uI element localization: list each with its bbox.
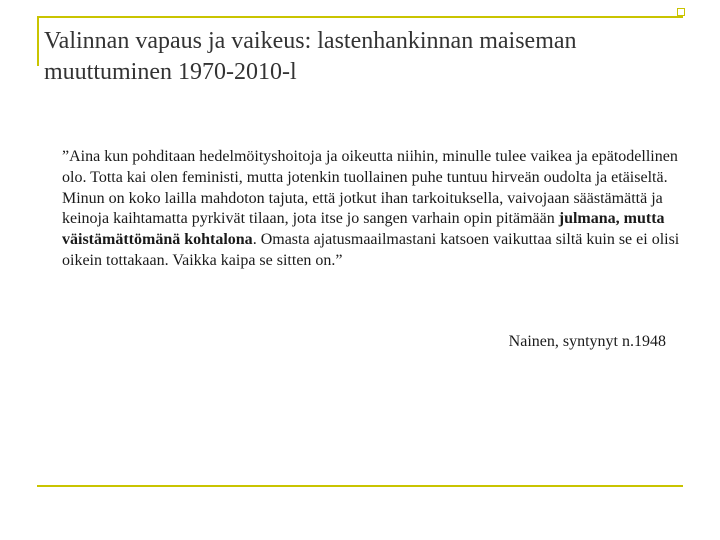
title-line-2: muuttuminen 1970-2010-l bbox=[44, 59, 297, 85]
bottom-rule bbox=[37, 485, 683, 487]
top-rule bbox=[37, 16, 683, 18]
quote-paragraph-1: ”Aina kun pohditaan hedelmöityshoitoja ja oikeutta niihin, minulle tulee vaikea ja epätodellinen olo. Totta kai olen feministi, mutta jotenkin tuollainen puhe tuntuu hirveän oudolta ja etäiseltä. bbox=[62, 148, 678, 186]
quote-paragraph-2 bbox=[62, 189, 682, 272]
attribution: Nainen, syntynyt n.1948 bbox=[508, 333, 666, 350]
quote-text-end: . Omasta ajatusmaailmastani katsoen vaikuttaa siltä kuin se ei olisi oikein tottakaan. Vaikka kaipa se sitten on.” bbox=[62, 231, 680, 269]
quote-emphasis: julmana, mutta väistämättömänä kohtalona bbox=[62, 210, 665, 249]
left-rule bbox=[37, 16, 39, 66]
quote-block bbox=[62, 147, 682, 272]
slide-title bbox=[44, 26, 674, 88]
title-line-1: Valinnan vapaus ja vaikeus: lastenhankinnan maiseman bbox=[44, 28, 577, 54]
quote-text: Minun on koko lailla mahdoton tajuta, että jotkut ihan tarkoituksella, vaivojaan säästämättä ja keinoja kaihtamatta pyrkivät tilaan, jota itse jo sangen varhain opin pitämään bbox=[62, 189, 663, 228]
corner-marker bbox=[677, 8, 685, 16]
